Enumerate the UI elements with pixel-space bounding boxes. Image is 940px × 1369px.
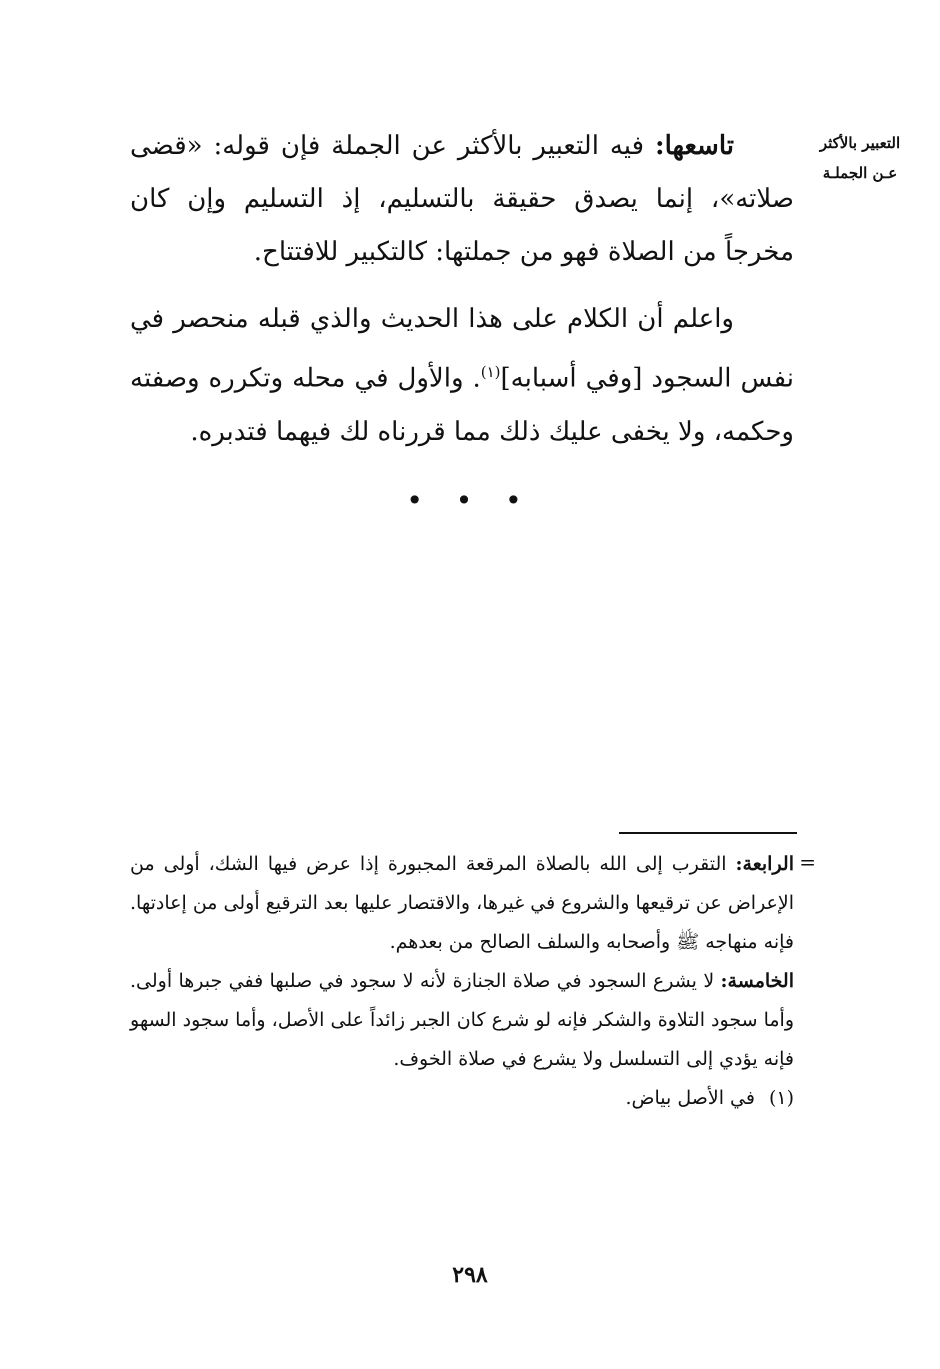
footnote-continuation-mark: = <box>799 850 816 874</box>
footnote-1-text: في الأصل بياض. <box>625 1087 755 1109</box>
footnote-fifth <box>130 962 794 1079</box>
paragraph-1-lead: تاسعها: <box>655 131 734 161</box>
footnote-fourth-lead: الرابعة: <box>735 853 794 875</box>
main-text <box>130 120 794 473</box>
paragraph-1-text: فيه التعبير بالأكثر عن الجملة فإن قوله: «قضى صلاته»، إنما يصدق حقيقة بالتسليم، إذ التسليم وإن كان مخرجاً من الصلاة فهو من جملتها: كالتكبير للافتتاح. <box>130 131 794 267</box>
section-separator: • • • <box>406 484 534 517</box>
footnote-ref-1[interactable]: (١) <box>480 363 501 381</box>
paragraph-2-text: واعلم أن الكلام على هذا الحديث والذي قبله منحصر في نفس السجود [وفي أسبابه] <box>130 304 794 394</box>
footnote-1 <box>130 1079 794 1118</box>
margin-note-line-2: عـن الجملـة <box>822 164 898 182</box>
footnote-fourth-text: التقرب إلى الله بالصلاة المرقعة المجبورة إذا عرض فيها الشك، أولى من الإعراض عن ترقيعها والشروع في غيرها، والاقتصار عليها بعد الترقيع أولى من إعادتها. فإنه منهاجه ﷺ وأصحابه والسلف الصالح من بعدهم. <box>130 853 794 953</box>
margin-note-line-1: التعبير بالأكثر <box>819 134 901 152</box>
page-number: ٢٩٨ <box>452 1262 488 1288</box>
footnote-rule <box>619 832 797 834</box>
paragraph-2-rest: . والأول في محله وتكرره وصفته وحكمه، ولا يخفى عليك ذلك مما قررناه لك فيهما فتدبره. <box>130 363 794 447</box>
footnotes <box>130 845 794 1118</box>
footnote-fourth <box>130 845 794 962</box>
paragraph-2 <box>130 293 794 459</box>
footnote-fifth-lead: الخامسة: <box>720 970 794 992</box>
margin-note <box>812 128 908 188</box>
footnote-1-number: (١) <box>768 1087 794 1109</box>
paragraph-1 <box>130 120 794 279</box>
footnote-fifth-text: لا يشرع السجود في صلاة الجنازة لأنه لا سجود في صلبها ففي جبرها أولى. وأما سجود التلاوة والشكر فإنه لو شرع كان الجبر زائداً على الأصل، وأما سجود السهو فإنه يؤدي إلى التسلسل ولا يشرع في صلاة الخوف. <box>130 970 794 1070</box>
